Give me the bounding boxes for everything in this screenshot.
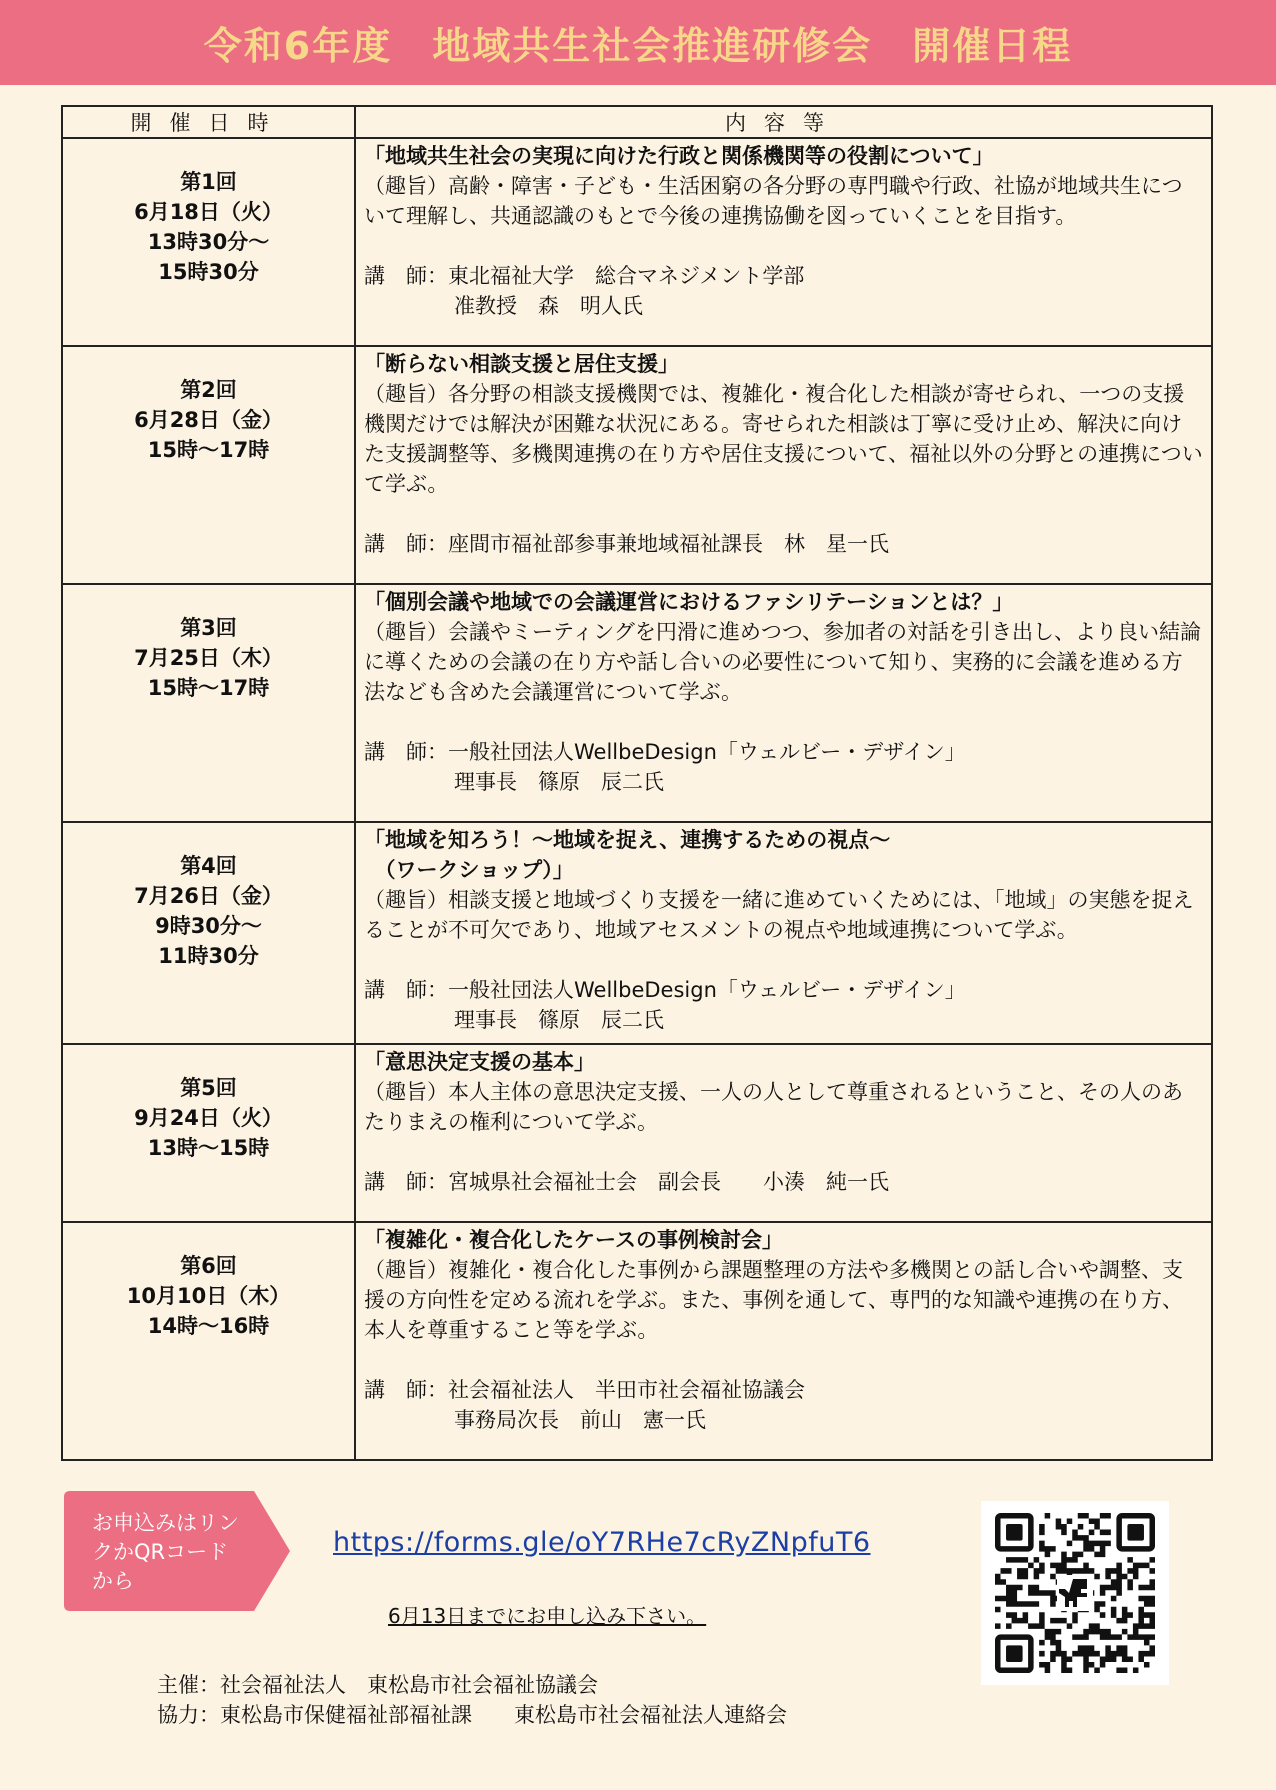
session-date: 6月28日（金） bbox=[134, 408, 283, 432]
apply-tag-text: お申込みはリンクかQRコードから bbox=[92, 1511, 239, 1593]
session-lecturer: 講 師：一般社団法人WellbeDesign「ウェルビー・デザイン」 bbox=[364, 978, 966, 1002]
session-time: 14時～16時 bbox=[147, 1314, 270, 1338]
session-lecturer: 講 師：東北福祉大学 総合マネジメント学部 bbox=[364, 264, 805, 288]
session-description: （趣旨）各分野の相談支援機関では、複雑化・複合化した相談が寄せられ、一つの支援機関だけでは解決が困難な状況にある。寄せられた相談は丁寧に受け止め、解決に向けた支援調整等、多機関連携の在り方や居住支援について、福祉以外の分野との連携について学ぶ。 bbox=[364, 382, 1203, 496]
session-title: 「意思決定支援の基本」 bbox=[364, 1050, 595, 1074]
session-description: （趣旨）複雑化・複合化した事例から課題整理の方法や多機関との話し合いや調整、支援の方向性を定める流れを学ぶ。また、事例を通して、専門的な知識や連携の在り方、本人を尊重すること等を学ぶ。 bbox=[364, 1258, 1183, 1342]
session-date-cell bbox=[62, 346, 355, 584]
session-lecturer: 講 師：座間市福祉部参事兼地域福祉課長 林 星一氏 bbox=[364, 532, 889, 556]
session-lecturer: 講 師：一般社団法人WellbeDesign「ウェルビー・デザイン」 bbox=[364, 740, 966, 764]
session-title: 「断らない相談支援と居住支援」 bbox=[364, 352, 679, 376]
session-time: 13時～15時 bbox=[147, 1136, 270, 1160]
session-date-cell bbox=[62, 1222, 355, 1460]
table-row bbox=[62, 346, 1212, 584]
session-number: 第5回 bbox=[180, 1076, 237, 1100]
table-row bbox=[62, 138, 1212, 346]
session-number: 第2回 bbox=[180, 378, 237, 402]
session-content-cell bbox=[355, 1044, 1212, 1222]
session-number: 第1回 bbox=[180, 170, 237, 194]
session-date-cell bbox=[62, 584, 355, 822]
session-content-cell bbox=[355, 584, 1212, 822]
session-title: 「個別会議や地域での会議運営におけるファシリテーションとは？」 bbox=[364, 590, 1014, 614]
session-lecturer: 講 師：社会福祉法人 半田市社会福祉協議会 bbox=[364, 1378, 805, 1402]
application-deadline: 6月13日までにお申し込み下さい。 bbox=[388, 1604, 707, 1628]
page-title: 令和6年度 地域共生社会推進研修会 開催日程 bbox=[203, 24, 1073, 68]
session-title: 「地域を知ろう！～地域を捉え、連携するための視点～ （ワークショップ）」 bbox=[364, 828, 891, 882]
footer bbox=[157, 1670, 787, 1730]
session-lecturer-name: 理事長 篠原 辰二氏 bbox=[454, 770, 664, 794]
qr-code[interactable] bbox=[981, 1501, 1169, 1685]
session-time: 9時30分～ bbox=[155, 914, 262, 938]
session-time: 15時～17時 bbox=[147, 438, 270, 462]
table-header-row bbox=[62, 106, 1212, 138]
session-lecturer: 講 師：宮城県社会福祉士会 副会長 小湊 純一氏 bbox=[364, 1170, 889, 1194]
session-content-cell bbox=[355, 822, 1212, 1044]
session-lecturer-name: 准教授 森 明人氏 bbox=[454, 294, 643, 318]
session-lecturer-name: 事務局次長 前山 憲一氏 bbox=[454, 1408, 706, 1432]
column-header-date: 開催日時 bbox=[62, 106, 355, 138]
table-row bbox=[62, 1044, 1212, 1222]
session-content-cell bbox=[355, 138, 1212, 346]
session-number: 第4回 bbox=[180, 854, 237, 878]
session-date: 7月26日（金） bbox=[134, 884, 283, 908]
table-row bbox=[62, 1222, 1212, 1460]
session-time: 13時30分～ bbox=[147, 230, 270, 254]
session-description: （趣旨）高齢・障害・子ども・生活困窮の各分野の専門職や行政、社協が地域共生について理解し、共通認識のもとで今後の連携協働を図っていくことを目指す。 bbox=[364, 174, 1183, 228]
organizer: 主催：社会福祉法人 東松島市社会福祉協議会 bbox=[157, 1673, 598, 1697]
header-banner bbox=[0, 0, 1276, 85]
session-date-cell bbox=[62, 822, 355, 1044]
session-date-cell bbox=[62, 138, 355, 346]
table-row bbox=[62, 822, 1212, 1044]
session-content-cell bbox=[355, 346, 1212, 584]
session-number: 第6回 bbox=[180, 1254, 237, 1278]
session-time-end: 11時30分 bbox=[158, 944, 259, 968]
session-date-cell bbox=[62, 1044, 355, 1222]
session-title: 「複雑化・複合化したケースの事例検討会」 bbox=[364, 1228, 783, 1252]
session-description: （趣旨）会議やミーティングを円滑に進めつつ、参加者の対話を引き出し、より良い結論に導くための会議の在り方や話し合いの必要性について知り、実務的に会議を進める方法なども含めた会議運営について学ぶ。 bbox=[364, 620, 1202, 704]
session-lecturer-name: 理事長 篠原 辰二氏 bbox=[454, 1008, 664, 1032]
session-date: 10月10日（木） bbox=[126, 1284, 291, 1308]
session-description: （趣旨）相談支援と地域づくり支援を一緒に進めていくためには、「地域」の実態を捉えることが不可欠であり、地域アセスメントの視点や地域連携について学ぶ。 bbox=[364, 888, 1194, 942]
apply-arrow-tag bbox=[64, 1491, 290, 1611]
session-title: 「地域共生社会の実現に向けた行政と関係機関等の役割について」 bbox=[364, 144, 994, 168]
application-form-link[interactable]: https://forms.gle/oY7RHe7cRyZNpfuT6 bbox=[333, 1527, 871, 1558]
session-content-cell bbox=[355, 1222, 1212, 1460]
session-date: 9月24日（火） bbox=[134, 1106, 283, 1130]
table-row bbox=[62, 584, 1212, 822]
session-time-end: 15時30分 bbox=[158, 260, 259, 284]
session-time: 15時～17時 bbox=[147, 676, 270, 700]
session-number: 第3回 bbox=[180, 616, 237, 640]
column-header-content: 内容等 bbox=[355, 106, 1212, 138]
cooperation: 協力：東松島市保健福祉部福祉課 東松島市社会福祉法人連絡会 bbox=[157, 1703, 787, 1727]
session-date: 6月18日（火） bbox=[134, 200, 283, 224]
qr-code-icon bbox=[995, 1513, 1155, 1673]
session-description: （趣旨）本人主体の意思決定支援、一人の人として尊重されるということ、その人のあたりまえの権利について学ぶ。 bbox=[364, 1080, 1183, 1134]
schedule-table bbox=[61, 105, 1213, 1461]
session-date: 7月25日（木） bbox=[134, 646, 283, 670]
